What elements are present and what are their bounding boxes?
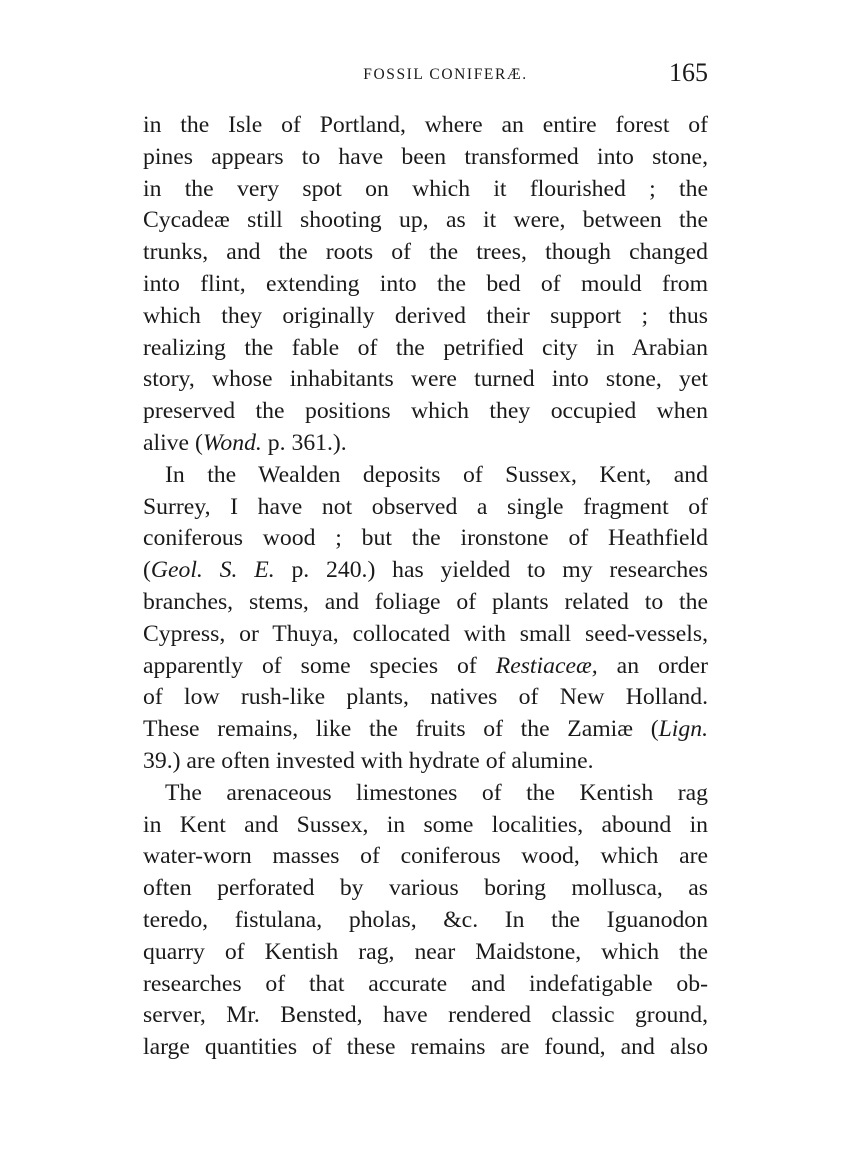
text-segment: apparently of some species of <box>143 652 496 679</box>
text-line <box>143 492 708 524</box>
text-line <box>143 269 708 301</box>
text-segment: in the very spot on which it flourished ; the <box>143 175 708 202</box>
text-segment: trunks, and the roots of the trees, though changed <box>143 239 708 266</box>
text-segment: story, whose inhabitants were turned into stone, yet <box>143 366 708 393</box>
text-line <box>143 523 708 555</box>
running-title: FOSSIL CONIFERÆ. <box>363 66 528 83</box>
text-segment: realizing the fable of the petrified city in Arabian <box>143 334 708 361</box>
text-line <box>143 1032 708 1064</box>
text-line <box>143 174 708 206</box>
text-segment: branches, stems, and foliage of plants related to the <box>143 588 708 615</box>
italic-text: Wond. <box>202 429 262 456</box>
italic-text: Lign. <box>658 716 708 743</box>
text-segment: Surrey, I have not observed a single fragment of <box>143 493 708 520</box>
text-line <box>143 841 708 873</box>
text-line <box>143 810 708 842</box>
text-segment: 39.) are often invested with hydrate of alumine. <box>143 747 594 774</box>
text-segment: which they originally derived their support ; thus <box>143 302 708 329</box>
text-segment: in Kent and Sussex, in some localities, abound in <box>143 811 708 838</box>
text-line <box>143 301 708 333</box>
text-line <box>143 364 708 396</box>
text-segment: server, Mr. Bensted, have rendered classic ground, <box>143 1002 708 1029</box>
text-line <box>143 714 708 746</box>
text-segment: p. 240.) has yielded to my researches <box>274 557 709 584</box>
text-segment: preserved the positions which they occupied when <box>143 398 708 425</box>
text-line <box>143 237 708 269</box>
text-line <box>143 460 708 492</box>
text-segment: Cycadeæ still shooting up, as it were, between the <box>143 207 708 234</box>
text-line <box>143 428 708 460</box>
text-segment: an order <box>597 652 708 679</box>
text-segment: water-worn masses of coniferous wood, which are <box>143 843 708 870</box>
body-text <box>143 110 708 1064</box>
text-line <box>143 905 708 937</box>
text-line <box>143 142 708 174</box>
text-segment: coniferous wood ; but the ironstone of Heathfield <box>143 525 708 552</box>
text-segment: The arenaceous limestones of the Kentish rag <box>165 779 708 806</box>
text-line <box>143 937 708 969</box>
text-segment: Cypress, or Thuya, collocated with small seed-vessels, <box>143 620 708 647</box>
text-line <box>143 873 708 905</box>
text-segment: researches of that accurate and indefatigable ob- <box>143 970 708 997</box>
text-line <box>143 396 708 428</box>
text-segment: quarry of Kentish rag, near Maidstone, which the <box>143 938 708 965</box>
text-line <box>143 205 708 237</box>
text-line <box>143 555 708 587</box>
text-line <box>143 682 708 714</box>
text-segment: ( <box>143 557 151 584</box>
text-segment: pines appears to have been transformed into stone, <box>143 143 708 170</box>
text-segment: p. 361.). <box>261 429 347 456</box>
text-segment: often perforated by various boring mollusca, as <box>143 875 708 902</box>
text-line <box>143 1000 708 1032</box>
running-head <box>143 58 708 94</box>
page-number: 165 <box>669 58 708 87</box>
text-line <box>143 619 708 651</box>
text-line <box>143 651 708 683</box>
text-line <box>143 333 708 365</box>
text-segment: These remains, like the fruits of the Zamiæ ( <box>143 716 659 743</box>
italic-text: Geol. S. E. <box>150 557 275 584</box>
text-segment: teredo, fistulana, pholas, &c. In the Iguanodon <box>143 906 708 933</box>
italic-text: Restiaceæ, <box>495 652 598 679</box>
text-line <box>143 969 708 1001</box>
text-segment: large quantities of these remains are found, and also <box>143 1034 708 1061</box>
text-line <box>143 778 708 810</box>
text-segment: of low rush-like plants, natives of New Holland. <box>143 684 708 711</box>
text-line <box>143 587 708 619</box>
text-line <box>143 110 708 142</box>
text-segment: in the Isle of Portland, where an entire forest of <box>143 112 708 138</box>
text-line <box>143 746 708 778</box>
text-segment: into flint, extending into the bed of mould from <box>143 270 708 297</box>
text-segment: alive ( <box>143 429 203 456</box>
text-segment: In the Wealden deposits of Sussex, Kent, and <box>165 461 708 488</box>
